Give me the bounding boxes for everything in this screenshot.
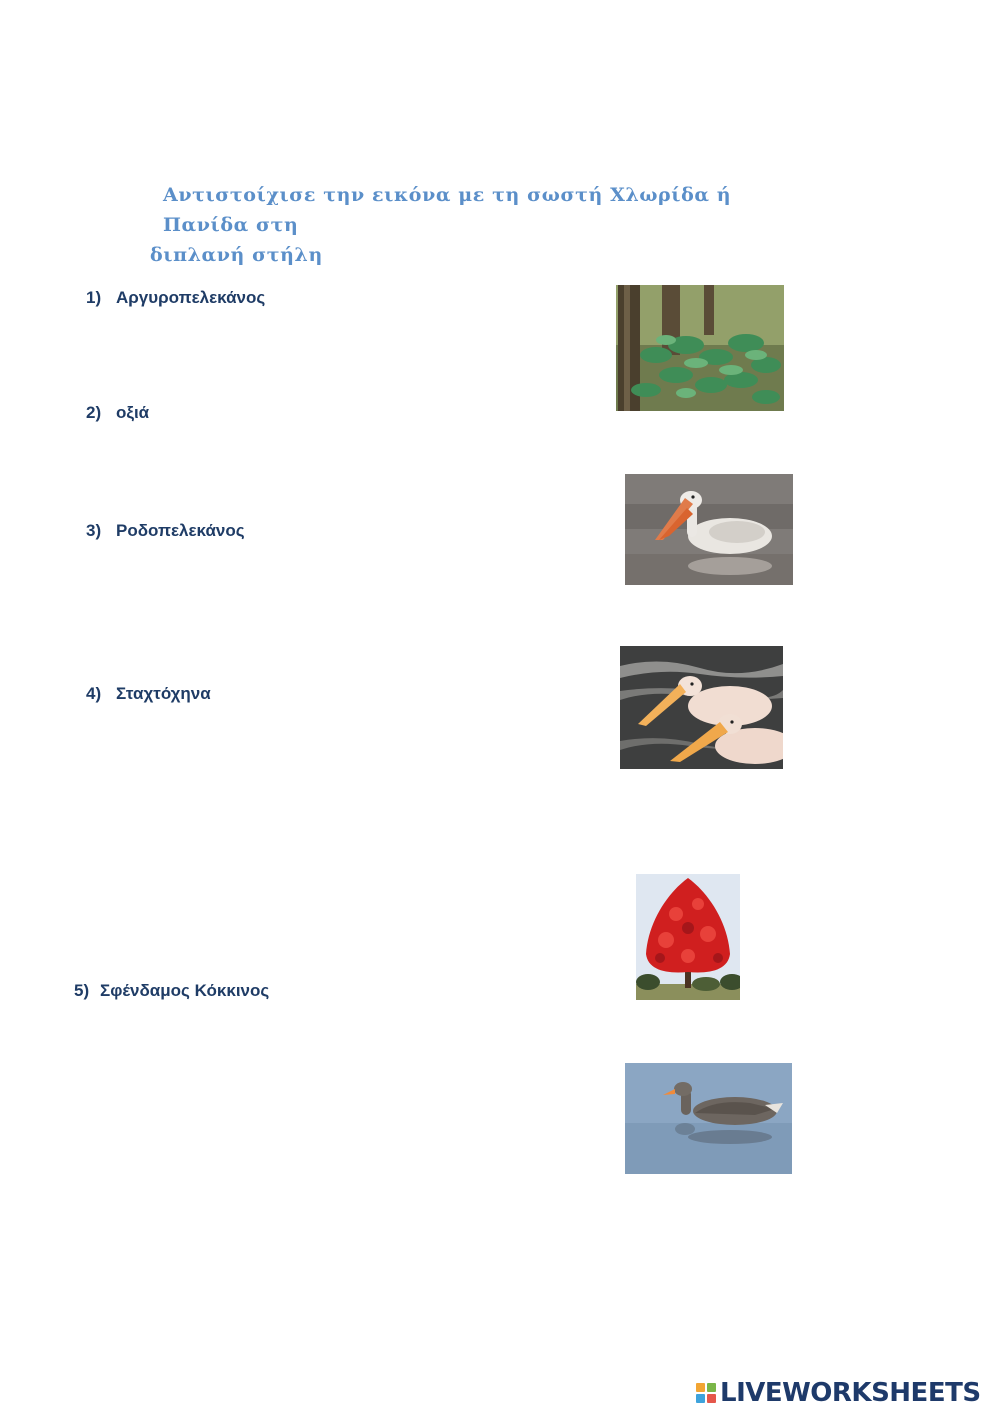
instruction-heading: [150, 180, 810, 270]
item-label: Αργυροπελεκάνος: [116, 288, 266, 307]
instruction-line-2: διπλανή στήλη: [150, 244, 323, 266]
dalmatian-pelican-image[interactable]: [625, 474, 793, 585]
item-label: οξιά: [116, 403, 150, 422]
item-number: 5): [74, 981, 90, 1000]
liveworksheets-logo: [696, 1378, 981, 1408]
list-item: [86, 403, 149, 423]
list-item: [86, 684, 211, 704]
logo-mark-icon: [696, 1383, 716, 1403]
item-number: 3): [86, 521, 102, 540]
list-item: [86, 521, 245, 541]
red-maple-image[interactable]: [636, 874, 740, 1000]
item-number: 4): [86, 684, 102, 703]
list-item: [86, 288, 265, 308]
list-item: [74, 981, 269, 1001]
greylag-goose-image[interactable]: [625, 1063, 792, 1174]
item-label: Ροδοπελεκάνος: [116, 521, 245, 540]
item-label: Σταχτόχηνα: [116, 684, 211, 703]
item-number: 1): [86, 288, 102, 307]
beech-tree-image[interactable]: [616, 285, 784, 411]
instruction-line-1: Αντιστοίχισε την εικόνα με τη σωστή Χλωρίδα ή Πανίδα στη: [163, 184, 732, 236]
logo-text: LIVEWORKSHEETS: [720, 1378, 981, 1408]
item-number: 2): [86, 403, 102, 422]
pink-pelicans-image[interactable]: [620, 646, 783, 769]
item-label: Σφένδαμος Κόκκινος: [100, 981, 270, 1000]
